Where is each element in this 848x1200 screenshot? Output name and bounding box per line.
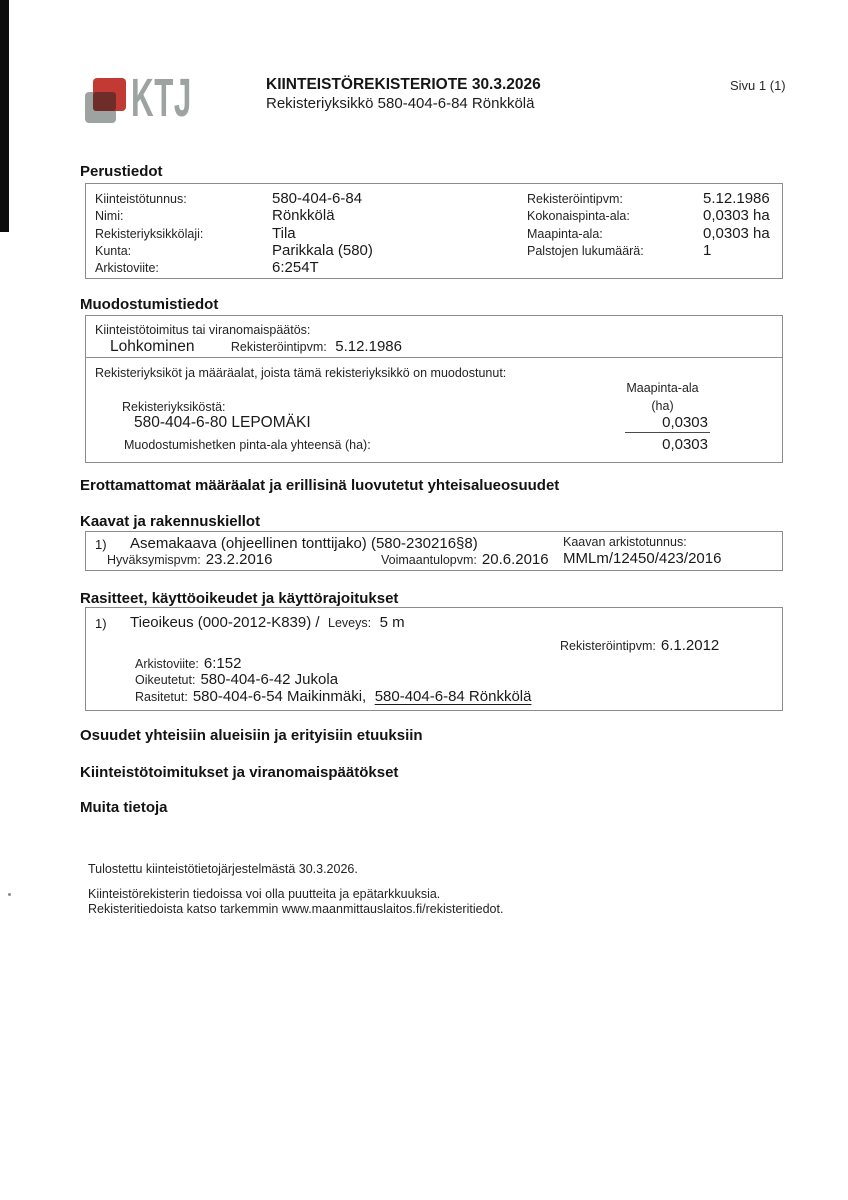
scan-artifact-dot: [8, 893, 11, 896]
total-label: Muodostumishetken pinta-ala yhteensä (ha):: [124, 438, 371, 452]
document-subtitle: Rekisteriyksikkö 580-404-6-84 Rönkkölä: [266, 95, 535, 112]
toimitus-row: [110, 338, 402, 356]
kaavat-arkisto-label: Kaavan arkistotunnus:: [563, 535, 687, 549]
area-column-header: Maapinta-ala: [626, 381, 699, 395]
field-label: Maapinta-ala:: [527, 226, 603, 241]
voimaantulo-value: 20.6.2016: [481, 551, 549, 568]
document-title: KIINTEISTÖREKISTERIOTE 30.3.2026: [266, 76, 541, 93]
section-heading-osuudet: Osuudet yhteisiin alueisiin ja erityisiin etuuksiin: [80, 727, 423, 744]
section-heading-rasitteet: Rasitteet, käyttöoikeudet ja käyttörajoitukset: [80, 590, 399, 607]
field-value: Rönkkölä: [272, 207, 335, 225]
kaavat-voimaantulo: [381, 551, 549, 569]
voimaantulo-label: Voimaantulopvm:: [381, 553, 477, 567]
section-heading-muodostumistiedot: Muodostumistiedot: [80, 296, 219, 313]
field-palstojen-lukumaara: [527, 242, 770, 259]
field-value: Parikkala (580): [272, 241, 373, 259]
field-label: Palstojen lukumäärä:: [527, 243, 644, 258]
source-unit: 580-404-6-80 LEPOMÄKI: [134, 414, 311, 431]
section-heading-erottamattomat: Erottamattomat määräalat ja erillisinä luovutetut yhteisalueosuudet: [80, 477, 560, 494]
perustiedot-right-column: [527, 190, 770, 259]
hyvaksymis-label: Hyväksymispvm:: [107, 553, 201, 567]
kaavat-item-number: 1): [95, 537, 107, 552]
footer-url-line: Rekisteritiedoista katso tarkemmin www.maanmittauslaitos.fi/rekisteritiedot.: [88, 902, 504, 916]
field-value: 5.12.1986: [703, 190, 770, 207]
section-heading-toimitukset: Kiinteistötoimitukset ja viranomaispäätökset: [80, 764, 399, 781]
source-label: Rekisteriyksiköstä:: [122, 400, 226, 414]
leveys-label: Leveys:: [328, 616, 372, 630]
rasitteet-item-number: 1): [95, 616, 107, 631]
rasitteet-reg-row: [560, 637, 719, 655]
rasitteet-item-title-row: [130, 614, 405, 632]
rasitteet-arkisto-value: 6:152: [203, 655, 242, 672]
field-value: 0,0303 ha: [703, 207, 770, 225]
rasitteet-rasitetut-row: [135, 688, 531, 706]
field-value: 1: [703, 241, 712, 259]
section-heading-kaavat: Kaavat ja rakennuskiellot: [80, 513, 261, 530]
field-kunta: [95, 242, 373, 259]
footer-disclaimer-line: Kiinteistörekisterin tiedoissa voi olla puutteita ja epätarkkuuksia.: [88, 887, 441, 901]
field-label: Arkistoviite:: [95, 261, 159, 276]
ktj-logo-text: KTJ: [131, 68, 192, 128]
oikeutetut-label: Oikeutetut:: [135, 673, 196, 687]
ktj-logo-overlap-square: [93, 92, 116, 111]
toimitus-label: Kiinteistötoimitus tai viranomaispäätös:: [95, 323, 311, 337]
toimitus-reg-label: Rekisteröintipvm:: [230, 340, 327, 354]
scan-artifact-bar: [0, 0, 9, 232]
field-value: 0,0303 ha: [703, 224, 770, 242]
rasitteet-reg-label: Rekisteröintipvm:: [560, 639, 656, 653]
page-indicator: Sivu 1 (1): [730, 78, 786, 93]
kaavat-item-title: Asemakaava (ohjeellinen tonttijako) (580-230216§8): [130, 535, 478, 552]
field-label: Nimi:: [95, 209, 124, 224]
field-value: 580-404-6-84: [272, 190, 363, 207]
field-rekisterointipvm: [527, 190, 770, 207]
perustiedot-left-column: [95, 190, 373, 276]
rasitetut-value: 580-404-6-54 Maikinmäki,: [192, 688, 367, 705]
sources-intro: Rekisteriyksiköt ja määräalat, joista tämä rekisteriyksikkö on muodostunut:: [95, 366, 507, 380]
field-label: Kokonaispinta-ala:: [527, 209, 630, 224]
rasitetut-label: Rasitetut:: [135, 690, 188, 704]
field-kiinteistotunnus: [95, 190, 373, 207]
kaavat-hyvaksymis: [107, 551, 273, 569]
field-label: Rekisteriyksikkölaji:: [95, 226, 204, 241]
field-maapinta-ala: [527, 225, 770, 242]
toimitus-reg-value: 5.12.1986: [335, 338, 402, 355]
field-label: Kunta:: [95, 243, 132, 258]
rasitteet-reg-value: 6.1.2012: [660, 637, 720, 654]
area-column-unit: (ha): [651, 399, 674, 413]
hyvaksymis-value: 23.2.2016: [205, 551, 273, 568]
field-label: Rekisteröintipvm:: [527, 192, 623, 206]
muodostumistiedot-divider: [86, 357, 782, 358]
rasitteet-arkisto-label: Arkistoviite:: [135, 657, 199, 671]
total-area-value: 0,0303: [662, 436, 708, 453]
source-area-value: 0,0303: [662, 414, 708, 431]
field-arkistoviite: [95, 259, 373, 276]
rasitteet-item-title: Tieoikeus (000-2012-K839) /: [130, 614, 320, 631]
rasitetut-value-underlined: 580-404-6-84 Rönkkölä: [374, 688, 532, 705]
kaavat-arkisto-value: MMLm/12450/423/2016: [563, 550, 722, 567]
rasitteet-oikeutetut-row: [135, 671, 338, 689]
section-heading-perustiedot: Perustiedot: [80, 163, 163, 180]
area-sum-line: [625, 432, 710, 433]
section-heading-muita-tietoja: Muita tietoja: [80, 799, 168, 816]
oikeutetut-value: 580-404-6-42 Jukola: [200, 671, 339, 688]
field-nimi: [95, 207, 373, 224]
field-kokonaispinta-ala: [527, 207, 770, 224]
field-label: Kiinteistötunnus:: [95, 192, 187, 206]
leveys-value: 5 m: [379, 614, 405, 631]
field-value: 6:254T: [272, 259, 319, 277]
toimitus-name: Lohkominen: [110, 338, 195, 355]
footer-printed-line: Tulostettu kiinteistötietojärjestelmästä 30.3.2026.: [88, 862, 358, 876]
field-value: Tila: [272, 224, 296, 242]
field-rekisteriyksikkolaji: [95, 225, 373, 242]
